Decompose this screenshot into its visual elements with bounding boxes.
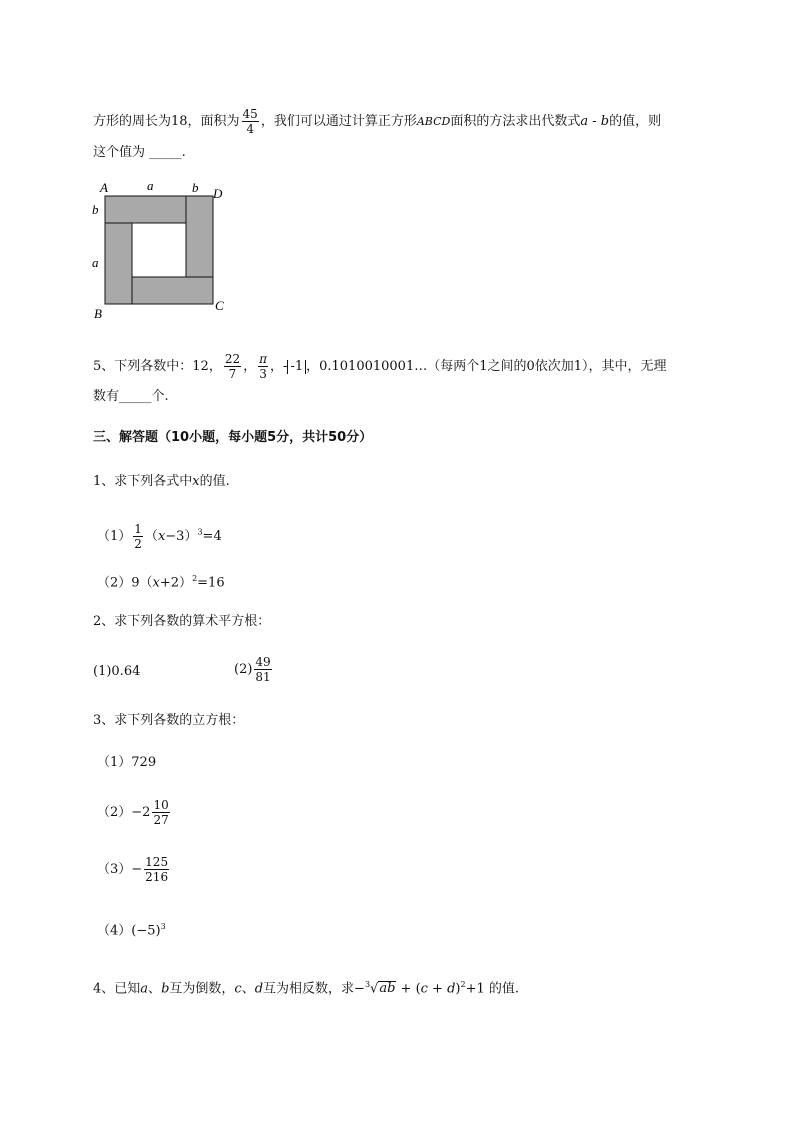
problem-3-sub-2: （2）−2 $\frac{10}{27}$ — [97, 798, 169, 827]
fraction-45-over-4: $\frac{45}{4}$ — [242, 107, 258, 136]
intro-text-d: 的值，则 — [609, 114, 662, 129]
rect-left — [105, 223, 132, 304]
intro-text-c: 面积的方法求出代数式 — [450, 114, 581, 129]
fraction-pi-over-3: $\frac{\pi}{3}$ — [259, 352, 268, 381]
square-figure — [88, 178, 248, 328]
cube-root-index: 3 — [364, 980, 371, 989]
expression-a-minus-b: a - b — [580, 114, 610, 129]
square-name: ABCD — [416, 115, 451, 128]
label-A: A — [100, 180, 108, 195]
fraction-22-over-7: $\frac{22}{7}$ — [224, 352, 241, 381]
rect-top — [105, 196, 186, 223]
intro-text-a: 方形的周长为18，面积为 — [93, 114, 240, 129]
label-top-b: b — [192, 180, 199, 195]
intro-line-2: 这个值为 _____. — [93, 145, 186, 160]
label-D: D — [213, 186, 223, 201]
problem-2-title: 2、求下列各数的算术平方根： — [93, 614, 271, 629]
label-top-a: a — [147, 178, 154, 193]
problem-3-sub-1: （1）729 — [97, 755, 157, 770]
problem-3-sub-3: （3）− $\frac{125}{216}$ — [97, 855, 169, 884]
fraction-49-over-81: $\frac{49}{81}$ — [255, 655, 271, 684]
problem-3-title: 3、求下列各数的立方根： — [93, 713, 245, 728]
label-B: B — [94, 306, 102, 321]
problem-4: 4、已知a、b互为倒数，c、d互为相反数，求$-^3√ab + (c + d)^2+1$ 的值. — [93, 980, 520, 997]
q5-line-2: 数有_____个. — [93, 389, 169, 404]
label-left-b: b — [92, 202, 99, 217]
rect-right — [186, 196, 213, 277]
fraction-1-over-2: $\frac{1}{2}$ — [134, 522, 142, 551]
rect-bottom — [132, 277, 213, 304]
problem-1-sub-1: （1） $\frac{1}{2}$ $(x-3)^3=4$ — [97, 522, 222, 551]
absolute-value: -1 — [287, 360, 306, 374]
cube-root-body: ab — [379, 981, 396, 997]
fraction-10-over-27: $\frac{10}{27}$ — [153, 798, 169, 827]
label-left-a: a — [92, 255, 99, 270]
problem-2-part-a: (1)0.64 — [93, 664, 141, 679]
problem-3-sub-4: $(4)(-5)^3$ — [97, 922, 166, 939]
label-C: C — [215, 298, 224, 313]
q5-line-1: 5、下列各数中：12， $\frac{22}{7}$ ， $\frac{\pi}{3}$ ，- -1 ，0.1010010001…（每两个1之间的0依次加1），其中，无理 — [93, 352, 667, 381]
radical-sign: √ — [370, 981, 379, 997]
section-heading: 三、解答题（10小题，每小题5分，共计50分） — [93, 430, 373, 445]
problem-2-part-b: (2) $\frac{49}{81}$ — [234, 655, 271, 684]
intro-line-1 — [93, 107, 661, 136]
fraction-125-over-216: $\frac{125}{216}$ — [145, 855, 169, 884]
problem-1-sub-2: $(2)9(x+2)^2=16$ — [97, 574, 225, 591]
intro-text-b: ，我们可以通过计算正方形 — [260, 114, 417, 129]
problem-1-title: 1、求下列各式中x的值. — [93, 474, 230, 489]
